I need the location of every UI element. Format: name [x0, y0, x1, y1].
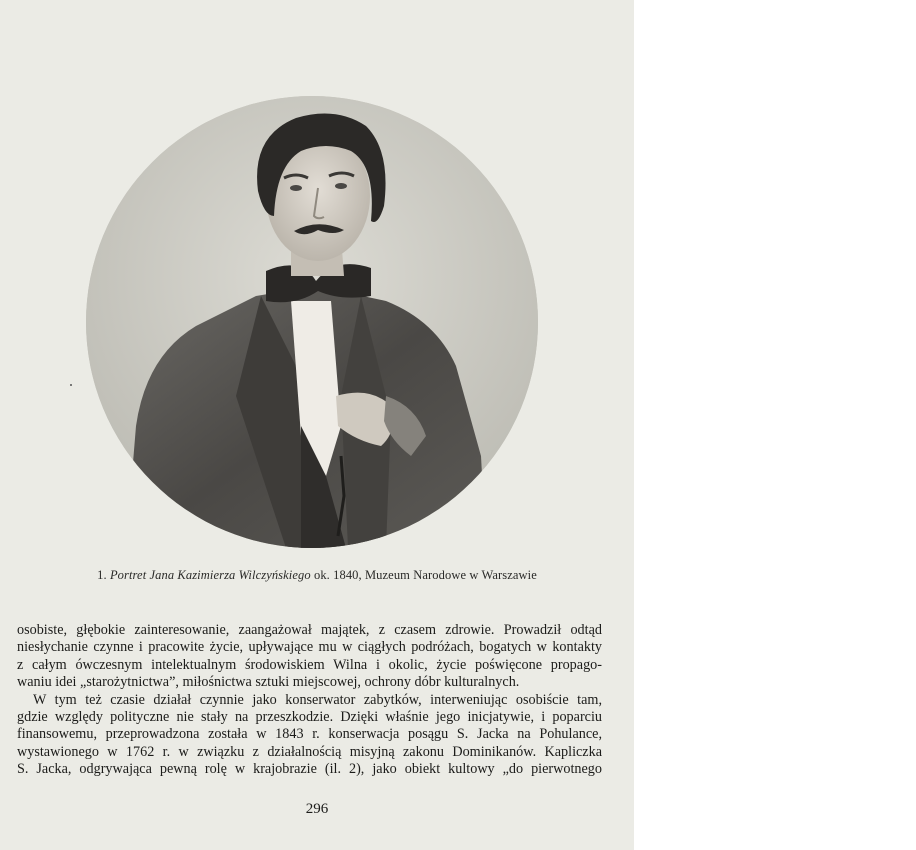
portrait-photograph [86, 96, 538, 548]
text-line: osobiste, głębokie zainteresowanie, zaangażował majątek, z czasem zdrowie. Prowadził odtąd [17, 622, 602, 638]
figure-caption [0, 568, 634, 583]
print-speck [70, 384, 72, 386]
text-line: z całym ówczesnym intelektualnym środowiskiem Wilna i okolic, życie poświęcone propago- [17, 656, 602, 673]
text-line: finansowemu, przeprowadzona została w 1843 r. konserwacja posągu S. Jacka na Pohulance, [17, 726, 602, 743]
caption-title: Portret Jana Kazimierza Wilczyńskiego [109, 568, 311, 582]
page-number: 296 [305, 801, 329, 817]
caption-details: ok. 1840, Muzeum Narodowe w Warszawie [313, 568, 537, 582]
portrait-illustration [86, 96, 538, 548]
text-line: W tym też czasie działał czynnie jako konserwator zabytków, interweniując osobiście tam, [33, 691, 602, 708]
text-line: waniu idei „starożytnictwa”, miłośnictwa sztuki miejscowej, ochrony dóbr kulturalnych. [17, 674, 520, 691]
text-line: wystawionego w 1762 r. w związku z działalnością misyjną zakonu Dominikanów. Kapliczka [17, 743, 602, 760]
text-line: gdzie względy polityczne nie stały na przeszkodzie. Dzięki właśnie jego inicjatywie, i poparciu [17, 709, 602, 726]
text-line: niesłychanie czynne i pracowite życie, upływające mu w ciągłych podróżach, bogatych w kontakty [17, 639, 602, 656]
body-paragraphs [17, 622, 602, 779]
text-line: S. Jacka, odgrywająca pewną rolę w krajobrazie (il. 2), jako obiekt kultowy „do pierwotnego [17, 761, 602, 778]
caption-number: 1. [97, 568, 107, 582]
